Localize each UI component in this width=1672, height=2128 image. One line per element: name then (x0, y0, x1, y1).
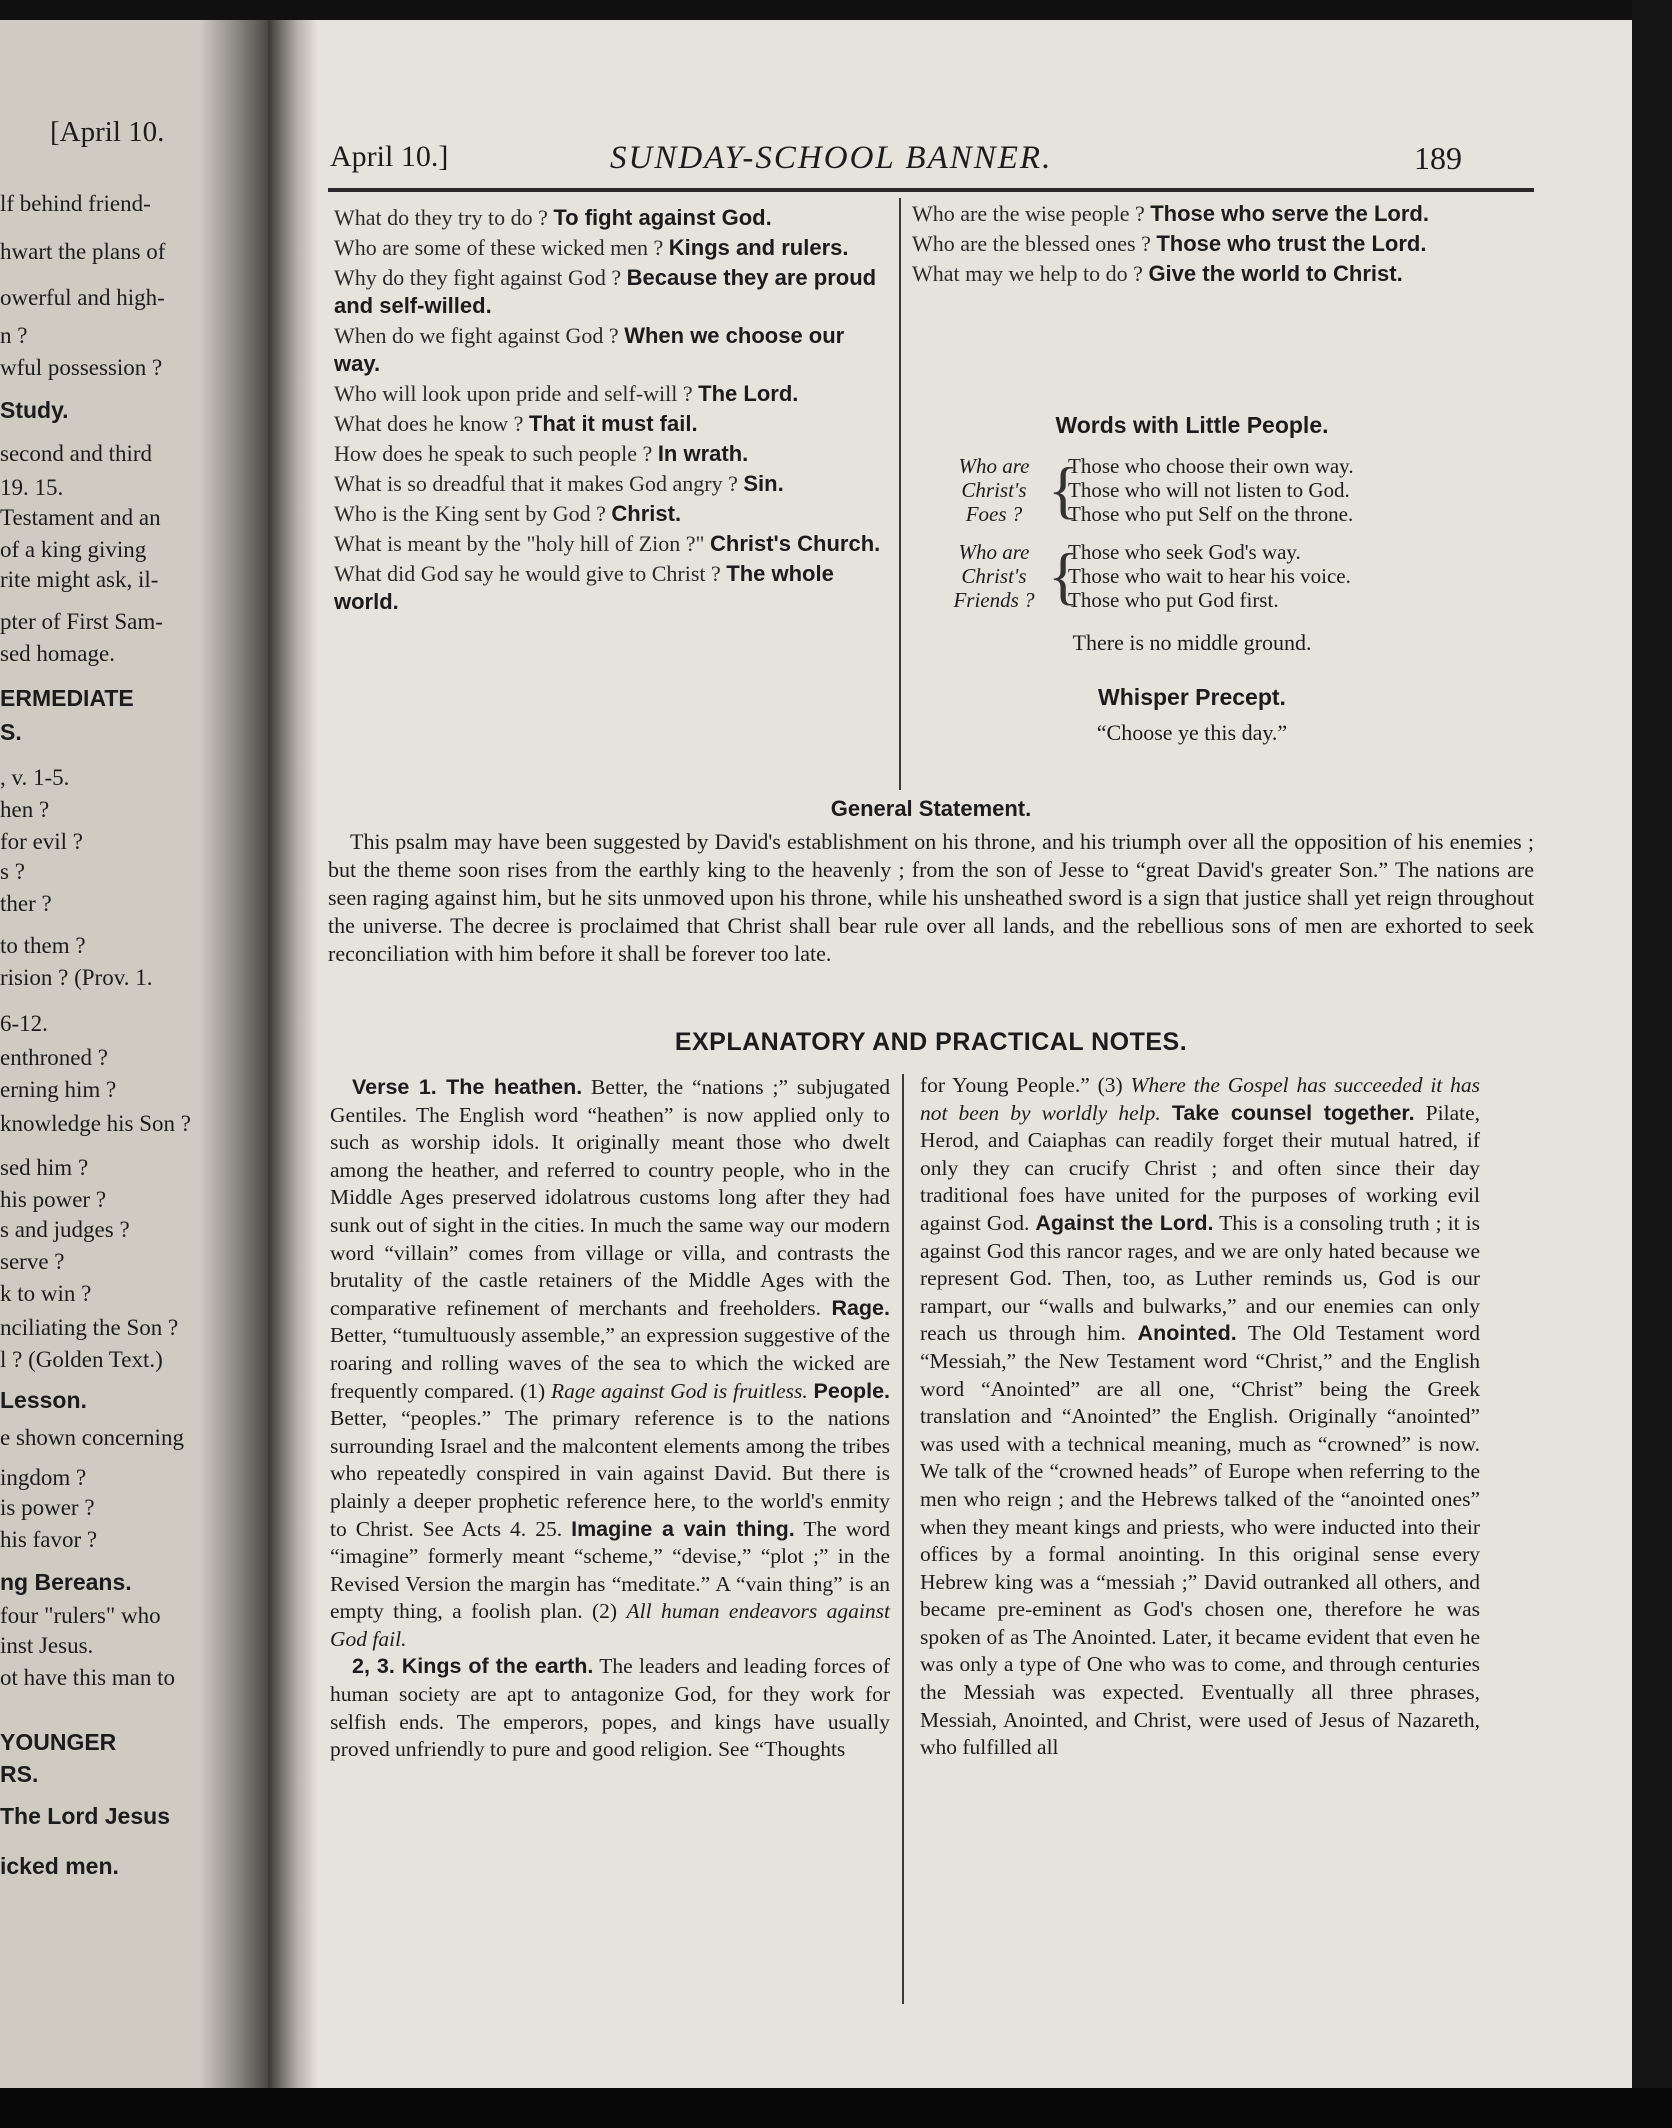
words-group-items (1068, 540, 1351, 612)
words-item: Those who will not listen to God. (1068, 478, 1350, 502)
previous-page-line: Lesson. (0, 1387, 87, 1413)
answer-text: Because they are proud and self-willed. (334, 265, 877, 318)
previous-page-line: ot have this man to (0, 1665, 176, 1690)
previous-page-line: ng Bereans. (0, 1569, 132, 1595)
answer-text: The Lord. (698, 381, 799, 406)
header-title: SUNDAY-SCHOOL BANNER. (610, 140, 1053, 176)
previous-page-line: inst Jesus. (0, 1633, 94, 1658)
book-gutter (200, 20, 268, 2088)
question-text: Who are some of these wicked men ? (334, 235, 664, 260)
words-group-items (1068, 454, 1354, 526)
whisper-text: “Choose ye this day.” (1096, 720, 1288, 745)
note-segment (330, 1654, 890, 1761)
qa-item (912, 260, 1472, 288)
words-item: Those who choose their own way. (1068, 454, 1354, 478)
note-text: The leaders and leading forces of human society are apt to antagonize God, for they work for selfish ends. The emperors, popes, and kings have usually proved unfriendly to pure and good religion. See “Thoughts (330, 1654, 891, 1762)
answer-text: Those who trust the Lord. (1156, 231, 1427, 256)
previous-page-line: YOUNGER (0, 1729, 117, 1755)
notes-column-right (920, 1072, 1480, 1762)
answer-text: To fight against God. (553, 205, 772, 230)
qa-item (334, 560, 886, 616)
previous-page-line: e shown concerning (0, 1425, 184, 1450)
question-text: What does he know ? (334, 411, 524, 436)
note-keyword: Imagine a vain thing. (571, 1516, 795, 1541)
previous-page-line: four "rulers" who (0, 1603, 161, 1628)
note-keyword: Anointed. (1137, 1321, 1237, 1346)
question-text: Who are the wise people ? (912, 201, 1145, 226)
previous-page-line: of a king giving (0, 537, 147, 562)
note-paragraph (330, 1653, 890, 1763)
note-keyword: Take counsel together. (1171, 1100, 1415, 1125)
page (268, 20, 1632, 2088)
previous-page-header: [April 10. (50, 116, 165, 148)
qa-item (334, 470, 886, 498)
previous-page-line: nciliating the Son ? (0, 1315, 179, 1340)
answer-text: When we choose our way. (334, 323, 845, 376)
note-text: for Young People.” (3) (920, 1073, 1131, 1097)
answer-text: In wrath. (657, 441, 749, 466)
previous-page-line: sed him ? (0, 1155, 89, 1180)
notes-column-left (330, 1074, 890, 1764)
previous-page-line: s ? (0, 859, 25, 884)
previous-page-line: S. (0, 719, 22, 745)
words-group (944, 454, 1444, 532)
previous-page-line: to them ? (0, 933, 86, 958)
note-text: The Old Testament word “Messiah,” the New Testament word “Christ,” and the English word “Anointed” are all one, “Christ” being the Greek translation and “Anointed” the English. Originally “anointed” was used with a technical meaning, much as “crowned” is now. We talk of the “crowned heads” of Europe when referring to the men who reign ; and the Hebrews talked of the “anointed ones” when they meant kings and priests, who were inducted into their offices by a formal anointing. In this original sense every Hebrew king was a “messiah ;” David outranked all others, and became pre-eminent as God's chosen one, therefore he was spoken of as The Anointed. Later, it became evident that even he was only a type of One who was to come, and through centuries the Messiah was expected. Eventually all three phrases, Messiah, Anointed, and Christ, were used of Jesus of Nazareth, who fulfilled all (920, 1321, 1480, 1760)
previous-page-line: is power ? (0, 1495, 95, 1520)
words-footer: There is no middle ground. (1072, 630, 1312, 655)
previous-page-line: enthroned ? (0, 1045, 108, 1070)
previous-page-line: l ? (Golden Text.) (0, 1347, 163, 1372)
answer-text: The whole world. (334, 561, 834, 614)
note-text (1161, 1101, 1172, 1125)
qa-item (334, 322, 886, 378)
notes-column-divider (902, 1074, 904, 2004)
words-item: Those who seek God's way. (1068, 540, 1301, 564)
note-segment (920, 1321, 1480, 1759)
words-group-label: Who are Christ's Friends ? (953, 540, 1035, 612)
previous-page-line: owerful and high- (0, 285, 165, 310)
words-table (944, 454, 1444, 626)
note-keyword: 2, 3. Kings of the earth. (352, 1654, 594, 1679)
question-text: Why do they fight against God ? (334, 265, 622, 290)
words-item: Those who put Self on the throne. (1068, 502, 1354, 526)
qa-item (334, 440, 886, 468)
words-group-label: Who are Christ's Foes ? (958, 454, 1030, 526)
previous-page-line: 19. 15. (0, 475, 64, 500)
note-keyword: Verse 1. The heathen. (352, 1075, 583, 1099)
general-statement-text: This psalm may have been suggested by David's establishment on his throne, and his triumph over all the opposition of his enemies ; but the theme soon rises from the earthly king to the heavenly ; from the son of Jesse to “great David's greater Son.” The nations are seen raging against him, but he sits unmoved upon his throne, while his unsheathed sword is a sign that justice shall yet reign throughout the universe. The decree is proclaimed that Christ shall bear rule over all lands, and the rebellious sons of men are exhorted to seek reconciliation with him before it shall be forever too late. (328, 829, 1534, 966)
note-paragraph (920, 1072, 1480, 1762)
previous-page-line: Testament and an (0, 505, 161, 530)
whisper-heading: Whisper Precept. (1098, 684, 1286, 710)
question-text: What did God say he would give to Christ ? (334, 561, 721, 586)
page-number: 189 (1414, 140, 1462, 176)
question-text: How does he speak to such people ? (334, 441, 653, 466)
qa-item (334, 530, 886, 558)
words-group (944, 540, 1444, 618)
qa-item (334, 264, 886, 320)
words-heading: Words with Little People. (1055, 412, 1329, 438)
answer-text: Kings and rulers. (668, 235, 849, 260)
question-text: Who are the blessed ones ? (912, 231, 1151, 256)
previous-page-line: rite might ask, il- (0, 567, 159, 592)
previous-page-line: erning him ? (0, 1077, 117, 1102)
note-text: Better, “tumultuously assemble,” an expression suggestive of the roaring and rolling waves of the sea to which the wicked are frequently compared. (1) (330, 1323, 890, 1403)
column-divider (899, 198, 901, 790)
answer-text: Those who serve the Lord. (1150, 201, 1429, 226)
words-item: Those who wait to hear his voice. (1068, 564, 1351, 588)
previous-page-line: ther ? (0, 891, 52, 916)
previous-page-line: ERMEDIATE (0, 685, 134, 711)
previous-page-line: s and judges ? (0, 1217, 130, 1242)
header-date: April 10.] (330, 140, 449, 173)
qa-item (334, 204, 886, 232)
qa-item (912, 230, 1472, 258)
note-italic: All human endeavors against God fail. (330, 1599, 890, 1651)
header-rule (328, 188, 1534, 192)
previous-page-line: wful possession ? (0, 355, 163, 380)
note-keyword: Against the Lord. (1035, 1210, 1214, 1235)
qa-item (334, 410, 886, 438)
previous-page-line: sed homage. (0, 641, 115, 666)
note-keyword: People. (813, 1378, 891, 1403)
answer-text: Christ. (611, 501, 682, 526)
note-paragraph (330, 1074, 890, 1653)
previous-page-line: ingdom ? (0, 1465, 87, 1490)
note-italic: Where the Gospel has succeeded it has not been by worldly help. (920, 1073, 1480, 1125)
previous-page-line: second and third (0, 441, 153, 466)
answer-text: Christ's Church. (710, 531, 881, 556)
previous-page-line: his power ? (0, 1187, 107, 1212)
scan-edge-top (0, 0, 1672, 22)
previous-page-line: pter of First Sam- (0, 609, 163, 634)
previous-page-line: n ? (0, 323, 28, 348)
general-statement-heading: General Statement. (830, 796, 1032, 821)
brace-glyph: { (1048, 454, 1079, 525)
note-text: Better, the “nations ;” subjugated Gentiles. The English word “heathen” is now applied only to such as worship idols. It originally meant those who dwelt among the heather, and referred to country people, who in the Middle Ages preserved idolatrous customs long after they had sunk out of sight in the cities. In much the same way our modern word “villain” comes from village or villa, and contrasts the brutality of the castle retainers of the Middle Ages with the comparative refinement of merchants and freeholders. (330, 1075, 890, 1320)
previous-page-line: The Lord Jesus (0, 1803, 170, 1829)
previous-page (0, 20, 268, 2088)
brace-glyph: { (1048, 540, 1079, 611)
question-text: When do we fight against God ? (334, 323, 619, 348)
answer-text: That it must fail. (528, 411, 698, 436)
note-segment (330, 1075, 890, 1320)
note-text: Pilate, Herod, and Caiaphas can readily forget their mutual hatred, if only they can crucify Christ ; and often since their day traditional foes have united for the purposes of working evil against God. (920, 1100, 1481, 1235)
note-text: This is a consoling truth ; it is against God this rancor rages, and we are only hated because we represent God. Then, too, as Luther reminds us, God is our rampart, our “walls and bulwarks,” and our enemies can only reach us through him. (920, 1210, 1480, 1346)
question-text: Who is the King sent by God ? (334, 501, 606, 526)
previous-page-line: Study. (0, 397, 69, 423)
words-item: Those who put God first. (1068, 588, 1279, 612)
note-text: Better, “peoples.” The primary reference is to the nations surrounding Israel and the malcontent elements among the tribes who repeatedly conspired in vain against David. But there is plainly a deeper prophetic reference here, to the world's enmity to Christ. See Acts 4. 25. (330, 1406, 890, 1541)
previous-page-line: k to win ? (0, 1281, 92, 1306)
question-text: What is meant by the "holy hill of Zion ?" (334, 531, 705, 556)
previous-page-line: knowledge his Son ? (0, 1111, 192, 1136)
answer-text: Sin. (743, 471, 784, 496)
previous-page-line: RS. (0, 1761, 39, 1787)
gutter-shadow (268, 20, 318, 2088)
questions-left-column (334, 204, 886, 618)
question-text: What may we help to do ? (912, 261, 1143, 286)
previous-page-line: serve ? (0, 1249, 65, 1274)
answer-text: Give the world to Christ. (1148, 261, 1403, 286)
previous-page-line: hwart the plans of (0, 239, 166, 264)
note-text: The word “imagine” formerly meant “scheme,” “devise,” “plot ;” in the Revised Version the margin has “meditate.” A “vain thing” is an empty thing, a foolish plan. (2) (330, 1516, 890, 1624)
previous-page-line: icked men. (0, 1853, 119, 1879)
qa-item (334, 500, 886, 528)
qa-item (334, 380, 886, 408)
previous-page-line: , v. 1-5. (0, 765, 70, 790)
previous-page-line: 6-12. (0, 1011, 48, 1036)
question-text: What do they try to do ? (334, 205, 548, 230)
note-keyword: Rage. (831, 1295, 890, 1320)
scan-edge-right (1632, 0, 1672, 2128)
previous-page-line: his favor ? (0, 1527, 98, 1552)
scan-edge-bottom (0, 2088, 1672, 2128)
note-italic: Rage against God is fruitless. (550, 1378, 808, 1403)
qa-item (334, 234, 886, 262)
previous-page-line: for evil ? (0, 829, 84, 854)
questions-right-column (912, 200, 1472, 290)
qa-item (912, 200, 1472, 228)
question-text: Who will look upon pride and self-will ? (334, 381, 693, 406)
previous-page-line: hen ? (0, 797, 50, 822)
previous-page-line: lf behind friend- (0, 191, 151, 216)
previous-page-line: rision ? (Prov. 1. (0, 965, 153, 990)
question-text: What is so dreadful that it makes God angry ? (334, 471, 738, 496)
notes-heading: EXPLANATORY AND PRACTICAL NOTES. (674, 1028, 1188, 1056)
